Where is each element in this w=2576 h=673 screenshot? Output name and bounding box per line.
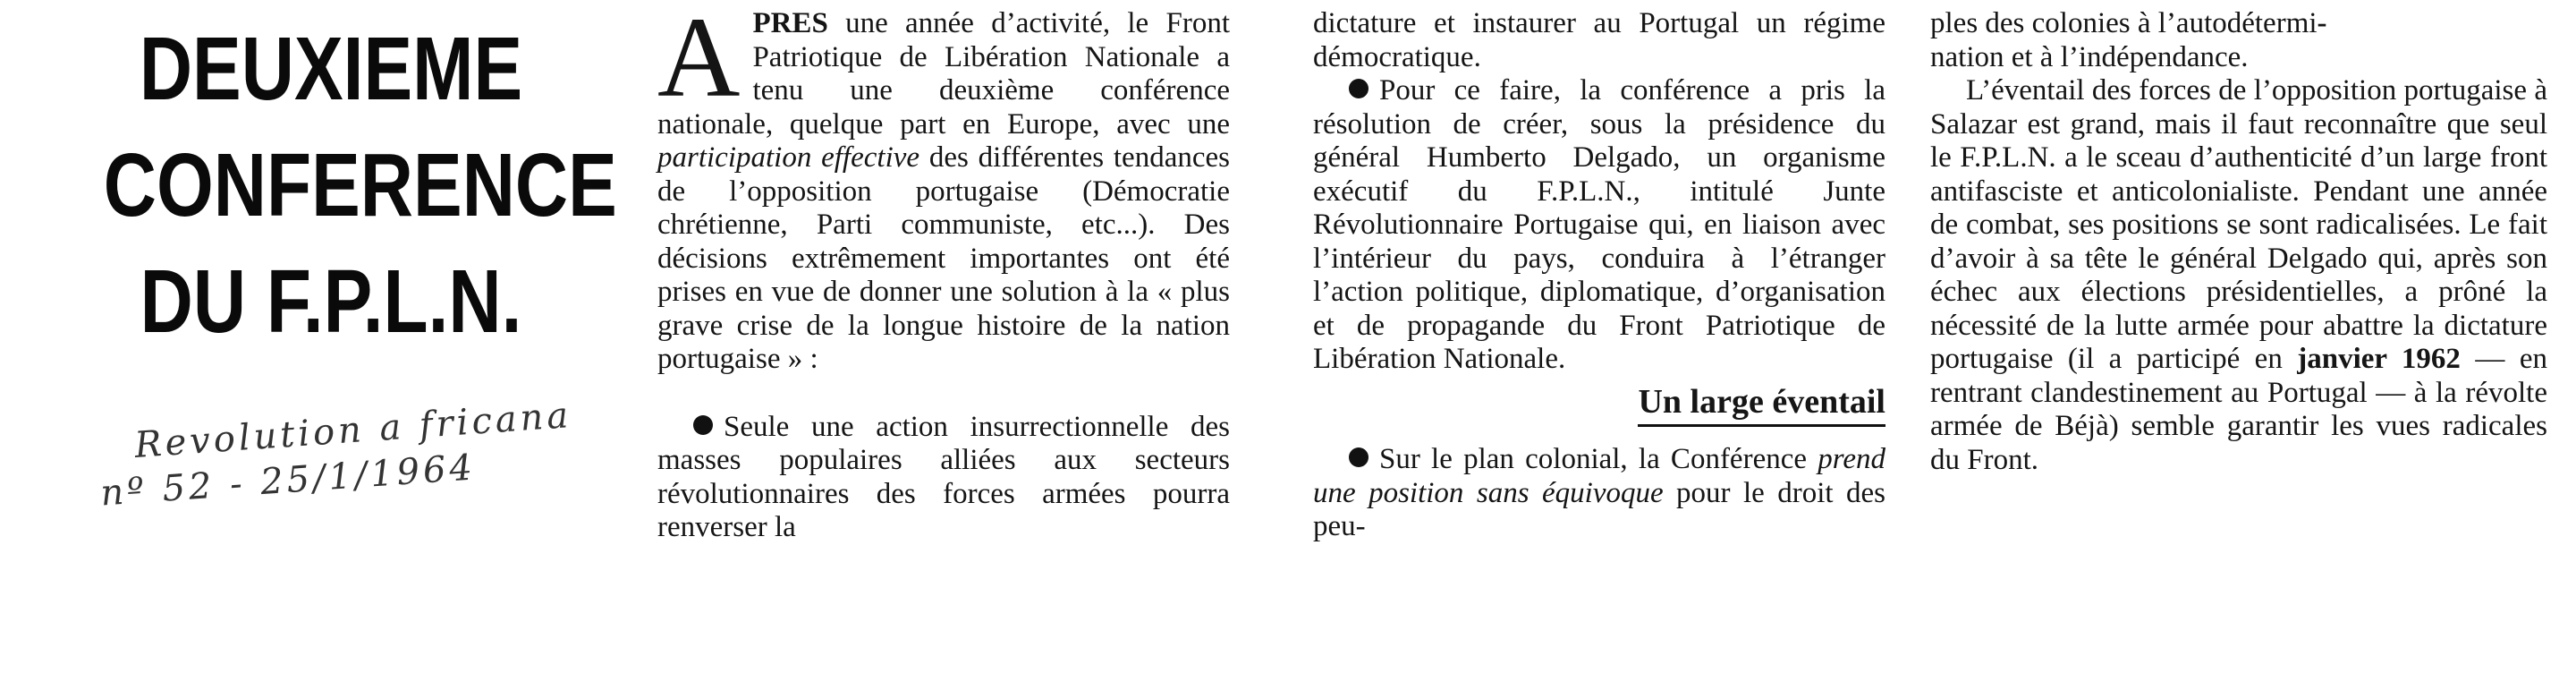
paragraph-autodetermination: ples des colonies à l’autodétermi- nation et à l’indépendance. [1930, 7, 2327, 73]
paragraph-intro: APRES une année d’activité, le Front Patriotique de Libération Nationale a tenu une deuxième conférence nationale, quelque part en Europe, avec une participation effective des différentes tendances de l’opposition portugaise (Démocratie chrétienne, Parti communiste, etc...). Des décisions extrêmement importantes ont été prises en vue de donner une solution à la « plus grave crise de la longue histoire de la nation portugaise » : [657, 0, 1230, 375]
intro-caps: PRES [752, 7, 828, 39]
bullet-icon [1349, 447, 1368, 467]
subheading: Un large éventail [1313, 386, 1885, 428]
headline-line-3: DU F.P.L.N. [140, 251, 522, 352]
bullet-icon [1349, 79, 1368, 98]
headline-line-1: DEUXIEME [139, 19, 523, 119]
article-column-2 [1313, 7, 1885, 544]
bullet-icon [693, 415, 713, 435]
drop-cap: A [657, 0, 741, 121]
paragraph-dictature: dictature et instaurer au Portugal un régime démocratique. [1313, 7, 1885, 73]
handwritten-annotation-source: Revolution a fricana [132, 394, 573, 467]
paragraph-insurrection: Seule une action insurrectionnelle des masses populaires alliées aux secteurs révolutionnaires des forces armées pourra renverser la [657, 410, 1230, 543]
headline-line-2: CONFERENCE [103, 135, 617, 235]
paragraph-junte: Pour ce faire, la conférence a pris la résolution de créer, sous la présidence du général Humberto Delgado, un organisme exécutif du F.P.L.N., intitulé Junte Révolutionnaire Portugaise qui, en liaison avec l’intérieur du pays, conduira à l’étranger l’action politique, diplomatique, d’organisation et de propagande du Front Patriotique de Libération Nationale. [1313, 74, 1885, 375]
handwritten-annotation-date: nº 52 - 25/1/1964 [98, 447, 478, 515]
paragraph-eventail: L’éventail des forces de l’opposition portugaise à Salazar est grand, mais il faut reconnaître que seul le F.P.L.N. a le sceau d’authenticité d’un large front antifasciste et anticolonialiste. Pendant une année de combat, ses positions se sont radicalisées. Le fait d’avoir à sa tête le général Delgado qui, après son échec aux élections présidentielles, a prôné la nécessité de la lutte armée pour abattre la dictature portugaise (il a participé en janvier 1962 — en rentrant clandestinement au Portugal — à la révolte armée de Béjà) semble garantir les vues radicales du Front. [1930, 74, 2547, 476]
paragraph-colonial: Sur le plan colonial, la Conférence prend une position sans équivoque pour le droit des peu- [1313, 443, 1885, 542]
article-column-1 [657, 0, 1230, 545]
headline [103, 11, 617, 360]
article-column-3 [1930, 7, 2547, 477]
